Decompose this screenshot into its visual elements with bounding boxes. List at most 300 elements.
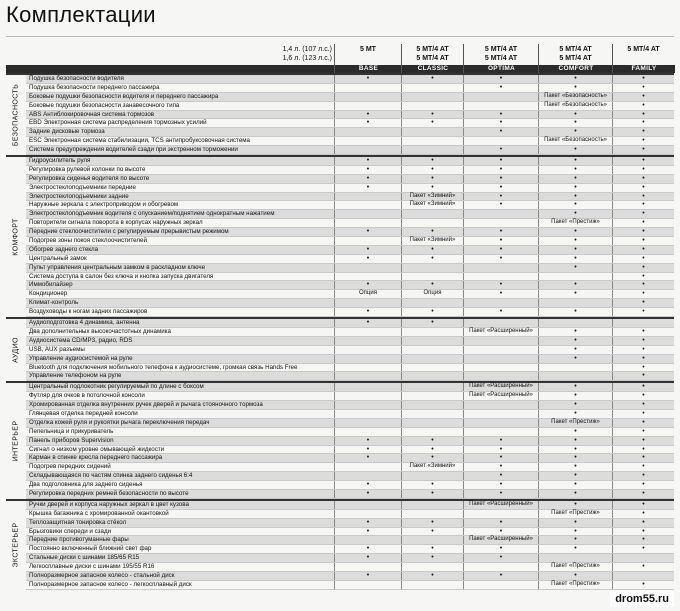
cell-optima: •: [463, 201, 538, 209]
cell-base: •: [334, 437, 401, 445]
cell-comfort: •: [538, 401, 612, 409]
table-row: [26, 290, 674, 299]
cell-base: •: [334, 246, 401, 254]
table-row: [26, 428, 674, 437]
table-row: [26, 264, 674, 273]
cell-base: [334, 472, 401, 480]
table-row: [26, 328, 674, 337]
cell-optima: •: [463, 463, 538, 471]
cell-optima: [463, 273, 538, 281]
cell-family: •: [612, 463, 674, 471]
cell-classic: [401, 273, 463, 281]
cell-optima: •: [463, 84, 538, 92]
cell-optima: Пакет «Расширенный»: [463, 392, 538, 400]
cell-classic: [401, 84, 463, 92]
cell-base: [334, 428, 401, 436]
cell-optima: [463, 401, 538, 409]
table-row: [26, 75, 674, 84]
cell-base: •: [334, 255, 401, 263]
cell-family: •: [612, 392, 674, 400]
cell-optima: •: [463, 308, 538, 316]
cell-classic: [401, 346, 463, 354]
table-row: [26, 228, 674, 237]
cell-comfort: •: [538, 490, 612, 498]
cell-comfort: Пакет «Безопасность»: [538, 93, 612, 101]
table-row: [26, 472, 674, 481]
cell-comfort: •: [538, 146, 612, 154]
cell-family: •: [612, 281, 674, 289]
cell-base: [334, 510, 401, 518]
feature-name: Футляр для очков в потолочной консоли: [29, 392, 145, 400]
cell-base: •: [334, 228, 401, 236]
cell-classic: [401, 219, 463, 227]
feature-name: Наружные зеркала с электроприводом и обогревом: [29, 201, 179, 209]
table-row: [26, 572, 674, 581]
trim-transmission: 5 MT/4 AT: [559, 46, 592, 53]
cell-family: •: [612, 157, 674, 165]
feature-name: Гидроусилитель руля: [29, 157, 91, 165]
cell-comfort: Пакет «Безопасность»: [538, 102, 612, 110]
cell-classic: [401, 428, 463, 436]
cell-family: [612, 554, 674, 562]
cell-comfort: •: [538, 346, 612, 354]
cell-family: [612, 319, 674, 327]
cell-optima: •: [463, 166, 538, 174]
cell-base: •: [334, 308, 401, 316]
cell-classic: [401, 137, 463, 145]
feature-name: Bluetooth для подключения мобильного телефона к аудиосистеме, громкая связь Hands Free: [29, 363, 298, 371]
cell-optima: [463, 219, 538, 227]
table-row: [26, 481, 674, 490]
cell-base: •: [334, 454, 401, 462]
cell-optima: •: [463, 554, 538, 562]
cell-base: •: [334, 545, 401, 553]
table-row: [26, 299, 674, 308]
cell-base: [334, 201, 401, 209]
cell-comfort: [538, 364, 612, 372]
section-2: [6, 317, 674, 381]
cell-classic: [401, 501, 463, 509]
cell-classic: [401, 93, 463, 101]
trim-transmission: 5 MT/4 AT: [416, 46, 449, 53]
cell-classic: [401, 355, 463, 363]
cell-optima: [463, 510, 538, 518]
cell-base: [334, 383, 401, 391]
cell-base: •: [334, 446, 401, 454]
feature-name: Аудиоподготовка 4 динамика, антенна: [29, 319, 140, 327]
cell-optima: •: [463, 246, 538, 254]
cell-optima: [463, 410, 538, 418]
feature-name: Пульт управления центральным замком в раскладном ключе: [29, 263, 206, 271]
watermark: drom55.ru: [610, 591, 674, 607]
table-row: [26, 437, 674, 446]
cell-base: Опция: [334, 290, 401, 298]
cell-comfort: •: [538, 75, 612, 83]
feature-name: Аудиосистема CD/MP3, радио, RDS: [29, 336, 133, 344]
cell-classic: [401, 337, 463, 345]
table-row: [26, 102, 674, 111]
cell-comfort: •: [538, 193, 612, 201]
cell-family: •: [612, 219, 674, 227]
feature-name: Регулировка сиденья водителя по высоте: [29, 174, 150, 182]
trim-transmission: 5 MT/4 AT: [484, 46, 518, 53]
trim-transmission: 5 MT: [360, 46, 376, 53]
cell-optima: •: [463, 454, 538, 462]
cell-base: [334, 401, 401, 409]
section-label: БЕЗОПАСНОСТЬ: [12, 83, 20, 147]
cell-base: [334, 219, 401, 227]
cell-optima: [463, 93, 538, 101]
table-row: [26, 410, 674, 419]
cell-classic: [401, 472, 463, 480]
cell-classic: [401, 372, 463, 380]
table-row: [26, 237, 674, 246]
cell-base: •: [334, 175, 401, 183]
table-row: [26, 137, 674, 146]
cell-optima: Пакет «Расширенный»: [463, 328, 538, 336]
cell-optima: •: [463, 157, 538, 165]
feature-name: Полноразмерное запасное колесо - легкосплавный диск: [29, 580, 192, 588]
cell-family: •: [612, 428, 674, 436]
cell-family: •: [612, 264, 674, 272]
feature-name: Центральный подлокотник регулируемый по длине с боксом: [29, 383, 204, 391]
cell-family: •: [612, 481, 674, 489]
cell-family: •: [612, 237, 674, 245]
title-divider: [6, 36, 674, 37]
cell-base: [334, 137, 401, 145]
cell-family: •: [612, 337, 674, 345]
feature-name: Глянцевая отделка передней консоли: [29, 409, 138, 417]
table-row: [26, 157, 674, 166]
cell-family: •: [612, 93, 674, 101]
cell-family: •: [612, 246, 674, 254]
cell-base: •: [334, 281, 401, 289]
feature-name: Стальные диски с шинами 185/65 R15: [29, 554, 140, 562]
cell-optima: •: [463, 228, 538, 236]
cell-optima: •: [463, 111, 538, 119]
feature-name: Сигнал о низком уровне омывающей жидкости: [29, 445, 165, 453]
cell-base: •: [334, 75, 401, 83]
feature-name: Система доступа в салон без ключа и кнопка запуска двигателя: [29, 272, 214, 280]
cell-classic: [401, 401, 463, 409]
feature-name: Воздуховоды к ногам задних пассажиров: [29, 308, 148, 316]
cell-optima: [463, 563, 538, 571]
cell-comfort: Пакет «Престиж»: [538, 563, 612, 571]
cell-classic: •: [401, 481, 463, 489]
trim-transmission: 5 MT/4 AT: [484, 55, 518, 62]
cell-optima: Пакет «Расширенный»: [463, 536, 538, 544]
feature-name: Система предупреждения водителей сзади при экстренном торможении: [29, 146, 238, 154]
table-row: [26, 273, 674, 282]
table-row: [26, 319, 674, 328]
trim-column-comfort: [538, 44, 612, 73]
feature-name: Подушка безопасности водителя: [29, 75, 124, 82]
cell-family: •: [612, 290, 674, 298]
cell-family: •: [612, 128, 674, 136]
cell-optima: •: [463, 255, 538, 263]
cell-base: •: [334, 554, 401, 562]
cell-comfort: •: [538, 308, 612, 316]
cell-classic: •: [401, 519, 463, 527]
cell-family: •: [612, 410, 674, 418]
cell-comfort: •: [538, 383, 612, 391]
table-row: [26, 246, 674, 255]
table-row: [26, 281, 674, 290]
section-label: КОМФОРТ: [12, 218, 20, 256]
cell-comfort: •: [538, 463, 612, 471]
cell-comfort: •: [538, 175, 612, 183]
cell-classic: [401, 264, 463, 272]
cell-optima: Пакет «Расширенный»: [463, 501, 538, 509]
cell-base: [334, 563, 401, 571]
table-row: [26, 536, 674, 545]
feature-name: Постоянно включенный ближний свет фар: [29, 545, 152, 553]
feature-name: Электростеклоподъемники передние: [29, 183, 136, 191]
cell-comfort: Пакет «Безопасность»: [538, 137, 612, 145]
cell-comfort: [538, 372, 612, 380]
cell-optima: [463, 355, 538, 363]
cell-comfort: •: [538, 545, 612, 553]
cell-base: [334, 299, 401, 307]
feature-name: Подушка безопасности переднего пассажира: [29, 83, 160, 91]
cell-family: •: [612, 75, 674, 83]
cell-family: •: [612, 119, 674, 127]
table-row: [26, 111, 674, 120]
table-row: [26, 554, 674, 563]
cell-classic: [401, 364, 463, 372]
cell-family: •: [612, 273, 674, 281]
cell-comfort: •: [538, 290, 612, 298]
cell-optima: •: [463, 237, 538, 245]
cell-base: •: [334, 157, 401, 165]
cell-classic: Пакет «Зимний»: [401, 463, 463, 471]
table-row: [26, 454, 674, 463]
cell-base: [334, 463, 401, 471]
cell-comfort: •: [538, 472, 612, 480]
cell-optima: •: [463, 281, 538, 289]
cell-optima: [463, 581, 538, 589]
feature-name: Передние противотуманные фары: [29, 536, 129, 544]
feature-name: Повторители сигнала поворота в корпусах наружных зеркал: [29, 219, 203, 227]
cell-family: •: [612, 536, 674, 544]
cell-comfort: •: [538, 111, 612, 119]
cell-base: [334, 581, 401, 589]
cell-comfort: •: [538, 281, 612, 289]
cell-optima: •: [463, 528, 538, 536]
cell-classic: [401, 210, 463, 218]
cell-classic: •: [401, 528, 463, 536]
engine-label-1: 1,4 л. (107 л.с.): [282, 46, 332, 53]
feature-name: Полноразмерное запасное колесо - стальной диск: [29, 571, 175, 579]
table-row: [26, 337, 674, 346]
cell-classic: [401, 410, 463, 418]
cell-comfort: •: [538, 528, 612, 536]
cell-family: •: [612, 437, 674, 445]
cell-classic: •: [401, 437, 463, 445]
table-row: [26, 355, 674, 364]
cell-comfort: •: [538, 255, 612, 263]
section-label: ЭКСТЕРЬЕР: [12, 522, 20, 568]
cell-classic: •: [401, 157, 463, 165]
cell-classic: [401, 392, 463, 400]
cell-optima: [463, 102, 538, 110]
cell-classic: •: [401, 111, 463, 119]
cell-base: [334, 536, 401, 544]
cell-family: •: [612, 346, 674, 354]
engine-label-2: 1,6 л. (123 л.с.): [282, 55, 332, 62]
cell-comfort: •: [538, 128, 612, 136]
feature-name: Два дополнительных высокочастотных динамика: [29, 327, 171, 335]
feature-name: Подогрев зоны покоя стеклоочистителей: [29, 237, 147, 245]
section-4: [6, 499, 674, 590]
cell-base: [334, 237, 401, 245]
trim-name: CLASSIC: [417, 65, 449, 72]
cell-optima: •: [463, 519, 538, 527]
cell-comfort: •: [538, 437, 612, 445]
cell-base: [334, 102, 401, 110]
table-row: [26, 463, 674, 472]
table-row: [26, 93, 674, 102]
trim-header: [6, 44, 674, 73]
feature-name: Подогрев передних сидений: [29, 463, 111, 471]
trim-column-classic: [401, 44, 463, 73]
cell-base: •: [334, 119, 401, 127]
cell-base: •: [334, 490, 401, 498]
cell-optima: [463, 210, 538, 218]
cell-base: [334, 346, 401, 354]
feature-name: Боковые подушки безопасности занавесочного типа: [29, 101, 180, 109]
cell-family: •: [612, 545, 674, 553]
table-row: [26, 581, 674, 590]
table-row: [26, 84, 674, 93]
cell-optima: [463, 319, 538, 327]
cell-classic: •: [401, 175, 463, 183]
cell-classic: [401, 536, 463, 544]
table-row: [26, 308, 674, 317]
cell-classic: Пакет «Зимний»: [401, 201, 463, 209]
trim-transmission: 5 MT/4 AT: [627, 46, 660, 53]
cell-family: •: [612, 401, 674, 409]
cell-classic: •: [401, 454, 463, 462]
cell-optima: [463, 264, 538, 272]
trim-name: COMFORT: [558, 65, 594, 72]
cell-comfort: •: [538, 184, 612, 192]
cell-family: •: [612, 519, 674, 527]
feature-name: Боковые подушки безопасности водителя и переднего пассажира: [29, 92, 219, 100]
cell-classic: [401, 581, 463, 589]
cell-family: •: [612, 472, 674, 480]
cell-comfort: Пакет «Престиж»: [538, 510, 612, 518]
table-row: [26, 510, 674, 519]
feature-name: Два подголовника для заднего сиденья: [29, 481, 143, 489]
cell-base: •: [334, 319, 401, 327]
cell-optima: •: [463, 446, 538, 454]
table-row: [26, 392, 674, 401]
cell-base: [334, 392, 401, 400]
cell-base: [334, 193, 401, 201]
cell-optima: •: [463, 290, 538, 298]
table-row: [26, 383, 674, 392]
cell-family: •: [612, 490, 674, 498]
cell-classic: •: [401, 281, 463, 289]
feature-name: Ручки дверей и корпуса наружных зеркал в цвет кузова: [29, 500, 189, 508]
cell-optima: [463, 346, 538, 354]
table-row: [26, 184, 674, 193]
cell-comfort: •: [538, 501, 612, 509]
cell-family: •: [612, 454, 674, 462]
cell-optima: •: [463, 572, 538, 580]
cell-base: •: [334, 481, 401, 489]
cell-optima: •: [463, 193, 538, 201]
cell-classic: •: [401, 166, 463, 174]
cell-classic: •: [401, 255, 463, 263]
feature-name: Кондиционер: [29, 290, 68, 298]
cell-optima: [463, 419, 538, 427]
cell-optima: [463, 364, 538, 372]
cell-family: •: [612, 372, 674, 380]
cell-base: [334, 273, 401, 281]
cell-base: [334, 84, 401, 92]
cell-family: [612, 572, 674, 580]
cell-family: •: [612, 419, 674, 427]
cell-optima: •: [463, 490, 538, 498]
cell-comfort: [538, 319, 612, 327]
feature-name: Электростеклоподъемник водителя с опусканием/поднятием однократным нажатием: [29, 210, 275, 218]
feature-name: Легкосплавные диски с шинами 195/55 R16: [29, 563, 155, 571]
cell-comfort: •: [538, 157, 612, 165]
cell-base: •: [334, 528, 401, 536]
feature-name: Хромированная отделка внутренних ручек дверей и рычага стояночного тормоза: [29, 401, 263, 409]
cell-classic: •: [401, 319, 463, 327]
cell-classic: [401, 563, 463, 571]
feature-name: Электростеклоподъемники задние: [29, 192, 129, 200]
trim-column-optima: [463, 44, 538, 73]
cell-comfort: [538, 299, 612, 307]
cell-family: •: [612, 255, 674, 263]
cell-comfort: Пакет «Престиж»: [538, 219, 612, 227]
table-row: [26, 519, 674, 528]
table-row: [26, 201, 674, 210]
cell-family: •: [612, 355, 674, 363]
table-row: [26, 528, 674, 537]
cell-comfort: •: [538, 119, 612, 127]
cell-base: [334, 364, 401, 372]
cell-classic: [401, 383, 463, 391]
cell-comfort: •: [538, 519, 612, 527]
cell-optima: •: [463, 545, 538, 553]
cell-base: [334, 328, 401, 336]
cell-comfort: •: [538, 210, 612, 218]
cell-optima: [463, 428, 538, 436]
feature-name: Карман в спинке кресла переднего пассажира: [29, 454, 163, 462]
cell-family: •: [612, 383, 674, 391]
table-row: [26, 166, 674, 175]
table-row: [26, 146, 674, 155]
cell-classic: [401, 510, 463, 518]
cell-optima: [463, 299, 538, 307]
cell-family: •: [612, 228, 674, 236]
table-row: [26, 372, 674, 381]
cell-base: [334, 372, 401, 380]
cell-family: •: [612, 111, 674, 119]
cell-comfort: •: [538, 481, 612, 489]
table-row: [26, 255, 674, 264]
feature-name: Передние стеклоочистители с регулируемым прерывистым режимом: [29, 228, 229, 236]
table-row: [26, 346, 674, 355]
cell-classic: •: [401, 184, 463, 192]
equipment-table: [6, 73, 674, 590]
cell-family: •: [612, 308, 674, 316]
